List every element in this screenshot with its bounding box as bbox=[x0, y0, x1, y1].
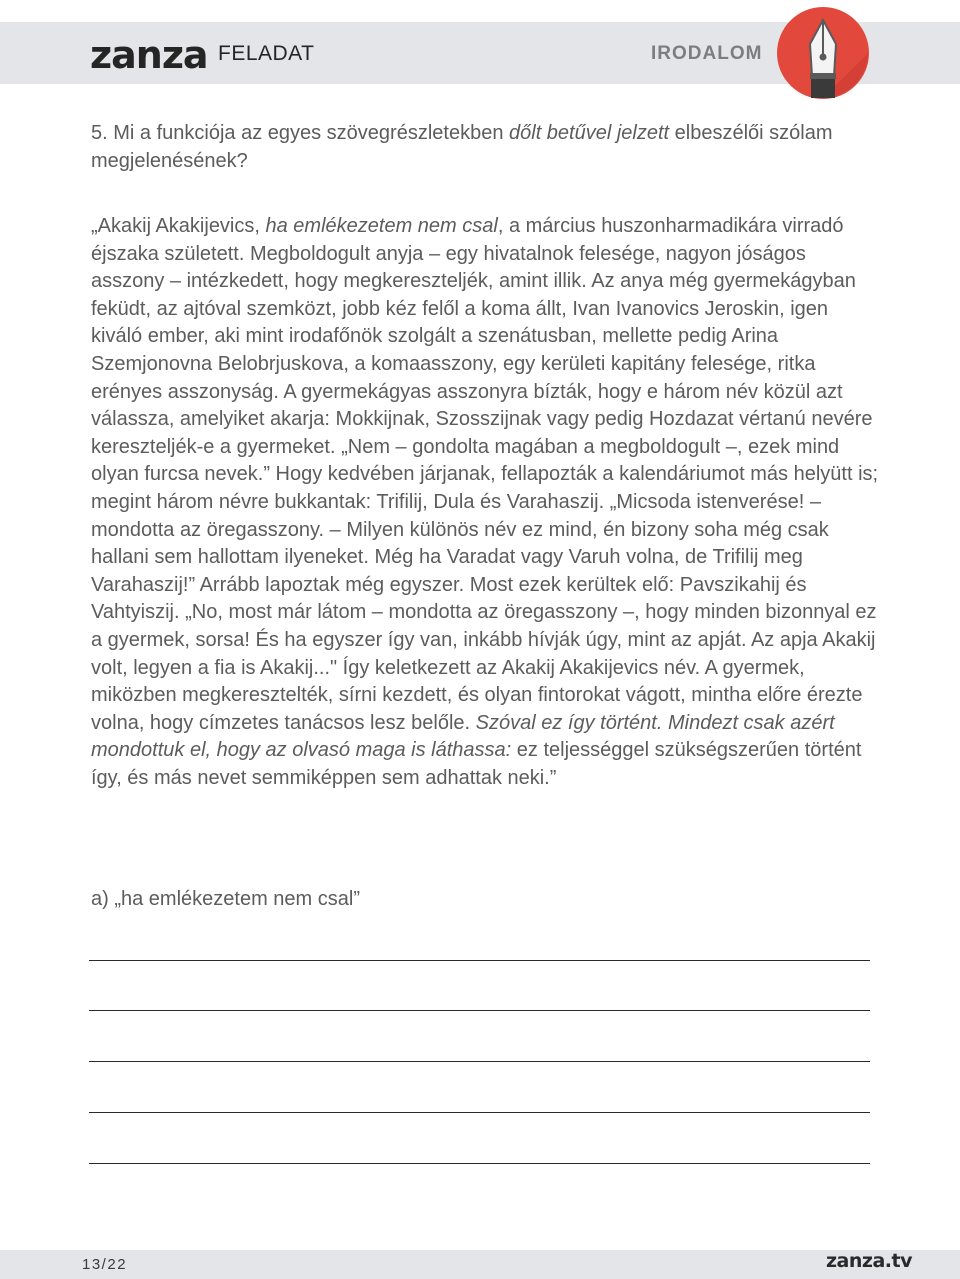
answer-line-2[interactable] bbox=[89, 1010, 870, 1011]
fountain-pen-icon bbox=[776, 6, 870, 100]
question-text: 5. Mi a funkciója az egyes szövegrészletekben dőlt betűvel jelzett elbeszélői szólam megjelenésének? bbox=[91, 122, 833, 172]
zanza-logo: zanza bbox=[90, 33, 208, 77]
answer-line-5[interactable] bbox=[89, 1163, 870, 1164]
answer-line-1[interactable] bbox=[89, 960, 870, 961]
page-number: 13/22 bbox=[82, 1256, 128, 1273]
subject-label: IRODALOM bbox=[651, 43, 763, 64]
passage-text: „Akakij Akakijevics, ha emlékezetem nem csal, a március huszonharmadikára virradó éjszaka született. Megboldogult anyja – egy hivatalnok felesége, nagyon jóságos asszony – intézkedett, hogy megkereszteljék, amint illik. Az anya még gyermekágyban feküdt, az ajtóval szemközt, jobb kéz felől a koma állt, Ivan Ivanovics Jeroskin, igen kiváló ember, aki mint irodafőnök szolgált a szenátusban, mellette pedig Arina Szemjonovna Belobrjuskova, a komaasszony, egy kerületi kapitány felesége, ritka erényes asszonyság. A gyermekágyas asszonyra bízták, hogy e három név közül azt válassza, amelyiket akarja: Mokkijnak, Szosszijnak vagy pedig Hozdazat vértanú nevére kereszteljék-e a gyermeket. „Nem – gondolta magában a megboldogult –, ezek mind olyan furcsa nevek.” Hogy kedvében járjanak, fellapozták a kalendáriumot más helyütt is; megint három névre bukkantak: Trifilij, Dula és Varahaszij. „Micsoda istenverése! – mondotta az öregasszony. – Milyen különös név ez mind, én bizony soha még csak hallani sem hallottam ilyeneket. Még ha Varadat vagy Varuh volna, de Trifilij meg Varahaszij!” Arrább lapoztak még egyszer. Most ezek kerültek elő: Pavszikahij és Vahtyiszij. „No, most már látom – mondotta az öregasszony –, hogy minden bizonnyal ez a gyermek, sorsa! És ha egyszer így van, inkább hívják úgy, mint az apját. Az apja Akakij volt, legyen a fia is Akakij..." Így keletkezett az Akakij Akakijevics név. A gyermek, miközben megkeresztelték, sírni kezdett, és olyan fintorokat vágott, mintha előre érezte volna, hogy címzetes tanácsos lesz belőle. Szóval ez így történt. Mindezt csak azért mondottuk el, hogy az olvasó maga is láthassa: ez teljességgel szükségszerűen történt így, és más nevet semmiképpen sem adhattak neki.” bbox=[91, 215, 879, 789]
footer-brand-logo: zanza.tv bbox=[826, 1250, 912, 1272]
answer-line-4[interactable] bbox=[89, 1112, 870, 1113]
feladat-label: FELADAT bbox=[218, 42, 315, 65]
footer-band bbox=[0, 1250, 960, 1279]
subquestion-label: a) „ha emlékezetem nem csal” bbox=[91, 888, 360, 910]
answer-line-3[interactable] bbox=[89, 1061, 870, 1062]
